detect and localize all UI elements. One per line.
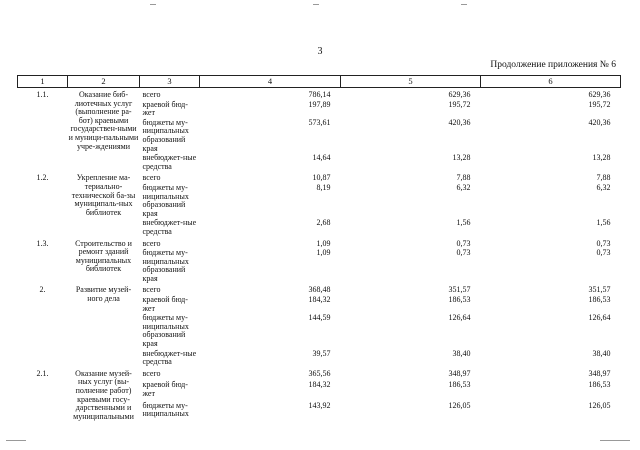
scan-mark-bottom (6, 440, 26, 441)
value-col-5: 195,72 (448, 99, 471, 109)
funding-source: внебюджет-ные средства (142, 348, 197, 367)
value-col-6: 38,40 (592, 348, 611, 358)
value-col-6: 126,05 (588, 400, 611, 410)
header-col-4: 4 (200, 76, 341, 88)
header-col-1: 1 (18, 76, 68, 88)
item-name: Развитие музей-ного дела (75, 285, 132, 304)
value-col-6: 195,72 (588, 99, 611, 109)
item-number: 1.2. (36, 173, 49, 183)
value-col-6: 13,28 (592, 153, 611, 163)
continuation-label: Продолжение приложения № 6 (490, 60, 616, 70)
value-col-4: 197,89 (308, 99, 331, 109)
value-col-4: 8,19 (316, 182, 331, 192)
table-row (18, 88, 621, 100)
value-col-6: 420,36 (588, 117, 611, 127)
value-col-5: 186,53 (448, 379, 471, 389)
financing-table (17, 75, 621, 421)
funding-source: краевой бюд-жет (142, 295, 188, 313)
table-row (18, 283, 621, 295)
value-col-4: 143,92 (308, 400, 331, 410)
scan-mark-top-mid (313, 4, 319, 5)
table-row (18, 367, 621, 380)
funding-source: всего (142, 173, 161, 183)
value-col-4: 184,32 (308, 295, 331, 305)
value-col-4: 39,57 (312, 348, 331, 358)
value-col-6: 7,88 (596, 173, 611, 183)
value-col-5: 7,88 (456, 173, 471, 183)
funding-source: всего (142, 285, 161, 295)
value-col-4: 14,64 (312, 153, 331, 163)
value-col-5: 351,57 (448, 285, 471, 295)
funding-source: краевой бюд-жет (142, 379, 188, 398)
value-col-5: 126,05 (448, 400, 471, 410)
funding-source: внебюджет-ные средства (142, 218, 197, 236)
funding-source: бюджеты му-ниципальных (142, 400, 189, 419)
scan-mark-top-left (150, 4, 156, 5)
scan-mark-bottom-right (600, 440, 630, 441)
value-col-4: 573,61 (308, 117, 331, 127)
value-col-6: 0,73 (596, 248, 611, 258)
value-col-6: 126,64 (588, 313, 611, 323)
header-col-6: 6 (481, 76, 621, 88)
value-col-4: 1,09 (316, 238, 331, 248)
value-col-5: 126,64 (448, 313, 471, 323)
value-col-4: 1,09 (316, 248, 331, 258)
funding-source: краевой бюд-жет (142, 99, 188, 118)
funding-source: бюджеты му-ниципальных образований края (142, 182, 189, 218)
value-col-4: 10,87 (312, 173, 331, 183)
funding-source: бюджеты му-ниципальных образований края (142, 313, 189, 349)
header-col-5: 5 (341, 76, 481, 88)
value-col-4: 2,68 (316, 218, 331, 228)
value-col-4: 184,32 (308, 379, 331, 389)
item-name: Оказание музей-ных услуг (вы-полнение работ) краевыми госу-дарственными и муниципальными (73, 368, 134, 421)
value-col-6: 6,32 (596, 182, 611, 192)
value-col-5: 348,97 (448, 368, 471, 378)
value-col-5: 186,53 (448, 295, 471, 305)
header-col-3: 3 (140, 76, 200, 88)
value-col-6: 351,57 (588, 285, 611, 295)
value-col-6: 186,53 (588, 379, 611, 389)
value-col-5: 1,56 (456, 218, 471, 228)
funding-source: всего (142, 368, 161, 378)
page-number: 3 (317, 46, 323, 57)
item-number: 1.1. (36, 90, 49, 99)
funding-source: внебюджет-ные средства (142, 153, 197, 171)
header-col-2: 2 (68, 76, 140, 88)
value-col-5: 0,73 (456, 248, 471, 258)
funding-source: бюджеты му-ниципальных образований края (142, 248, 189, 283)
item-name: Оказание биб-лиотечных услуг (выполнение ра-бот) краевыми государствен-ными и муници-пальными учре-ждениями (68, 90, 139, 151)
value-col-6: 629,36 (588, 90, 611, 99)
value-col-5: 420,36 (448, 117, 471, 127)
item-number: 2.1. (36, 368, 49, 378)
funding-source: всего (142, 238, 161, 248)
value-col-5: 38,40 (452, 348, 471, 358)
table-row (18, 171, 621, 183)
value-col-4: 365,56 (308, 368, 331, 378)
item-number: 1.3. (36, 238, 49, 248)
header-row (18, 76, 621, 88)
value-col-4: 144,59 (308, 313, 331, 323)
value-col-6: 186,53 (588, 295, 611, 305)
value-col-4: 786,14 (308, 90, 331, 99)
value-col-5: 13,28 (452, 153, 471, 163)
value-col-6: 348,97 (588, 368, 611, 378)
item-name: Строительство и ремонт зданий муниципальных библиотек (75, 238, 132, 274)
funding-source: всего (142, 90, 161, 99)
value-col-4: 368,48 (308, 285, 331, 295)
funding-source: бюджеты му-ниципальных образований края (142, 117, 189, 153)
item-number: 2. (39, 285, 46, 295)
value-col-5: 0,73 (456, 238, 471, 248)
value-col-6: 1,56 (596, 218, 611, 228)
value-col-6: 0,73 (596, 238, 611, 248)
value-col-5: 629,36 (448, 90, 471, 99)
table-row (18, 237, 621, 249)
scan-mark-top-right (461, 4, 467, 5)
item-name: Укрепление ма-териально-технической ба-зы муниципаль-ных библиотек (71, 173, 136, 217)
value-col-5: 6,32 (456, 182, 471, 192)
